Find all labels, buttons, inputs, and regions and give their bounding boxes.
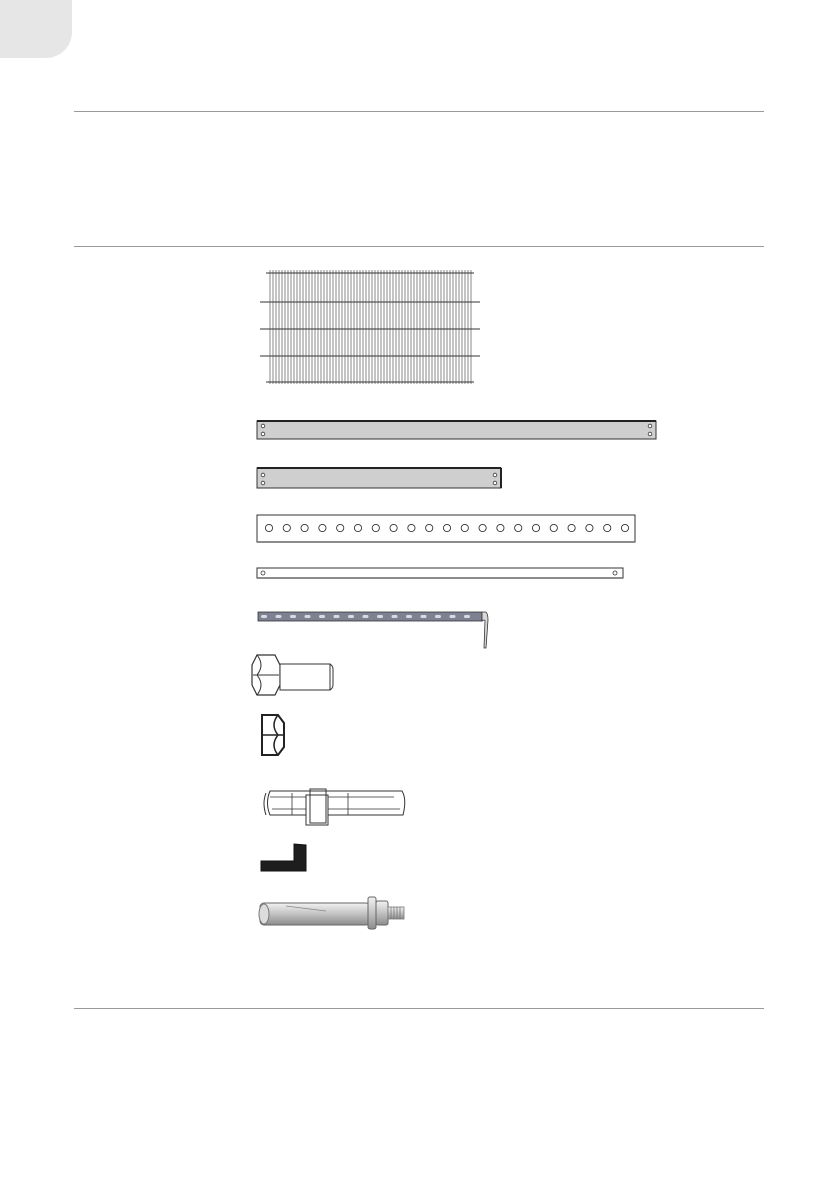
allen-key xyxy=(260,843,310,873)
perforated-bar xyxy=(256,514,638,544)
angled-bracket xyxy=(257,610,493,652)
hex-bolt xyxy=(251,654,335,696)
short-flat-bar xyxy=(256,466,504,490)
divider-top xyxy=(74,111,764,112)
divider-middle xyxy=(74,246,764,247)
thin-strip xyxy=(256,567,626,581)
long-flat-bar xyxy=(256,419,658,441)
wire-grid-panel xyxy=(258,268,482,388)
divider-bottom xyxy=(74,1008,764,1009)
hose-clamp xyxy=(262,785,410,829)
page-tab xyxy=(0,0,72,58)
expansion-anchor xyxy=(256,895,408,931)
hex-nut xyxy=(258,714,288,756)
